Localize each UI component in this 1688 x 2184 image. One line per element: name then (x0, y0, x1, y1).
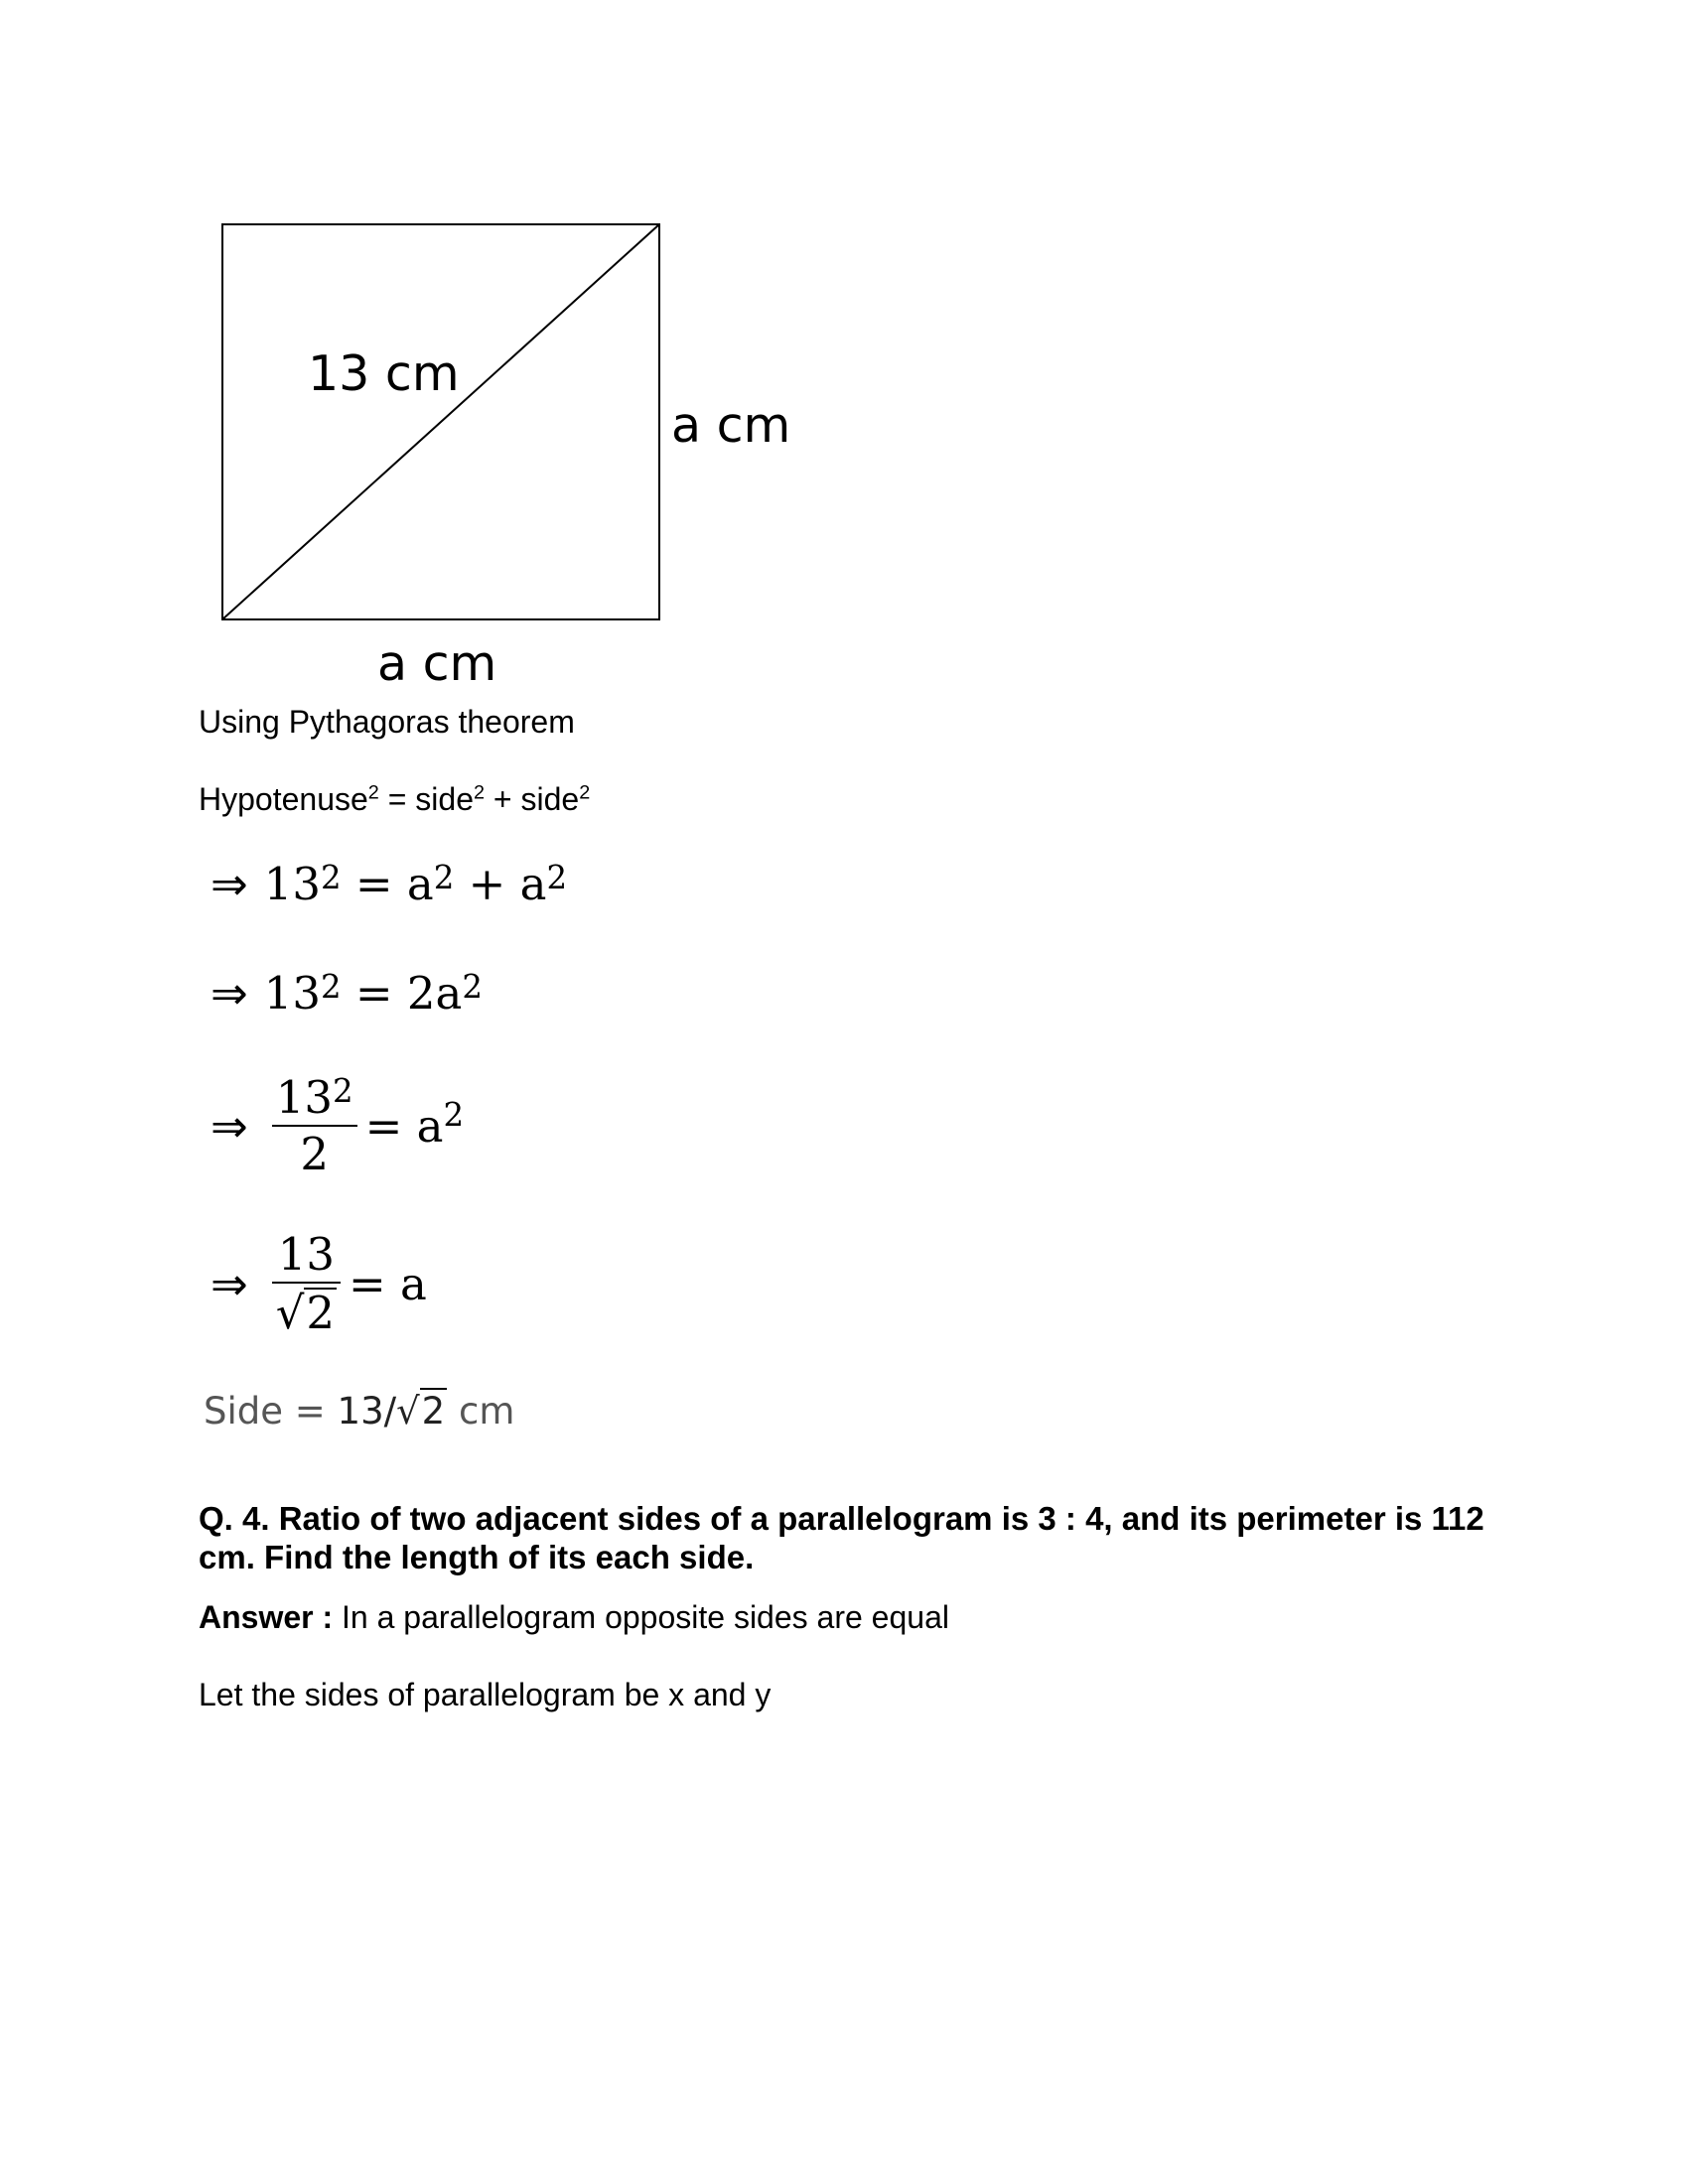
math-line-2 (211, 967, 483, 1020)
fraction (272, 1228, 341, 1340)
right-side-label: a cm (671, 397, 791, 454)
answer-text-1: In a parallelogram opposite sides are equal (342, 1599, 949, 1635)
side-unit: cm (447, 1390, 515, 1433)
side-word-1: side (415, 781, 474, 817)
math-line-1 (211, 858, 568, 910)
plus-sign: + (485, 781, 521, 817)
fraction-bar (272, 1282, 341, 1284)
answer-label: Answer : (199, 1599, 343, 1635)
num-base: 13 (275, 1071, 333, 1124)
bottom-side-label: a cm (377, 635, 497, 692)
denominator: 2 (300, 1128, 329, 1181)
hyp-word: Hypotenuse (199, 781, 368, 817)
math-line-3 (211, 1071, 465, 1181)
answer-line-2: Let the sides of parallelogram be x and y (199, 1677, 772, 1712)
base: 13 (263, 967, 321, 1020)
plus-term: + a (468, 858, 547, 910)
a-exp: 2 (462, 967, 483, 1006)
answer-line-1 (199, 1598, 949, 1636)
rhs: = a (354, 858, 434, 910)
sqrt-symbol: √ (396, 1390, 420, 1433)
implies-arrow: ⇒ (211, 858, 248, 910)
math-line-4 (211, 1228, 427, 1340)
base: 13 (263, 858, 321, 910)
sqrt-symbol: √ (275, 1287, 305, 1340)
hyp-exp: 2 (367, 781, 379, 804)
rhs: = 2a (354, 967, 463, 1020)
diagonal-label: 13 cm (308, 345, 460, 402)
a-exp: 2 (443, 1095, 465, 1134)
numerator (272, 1071, 357, 1124)
a-exp: 2 (433, 858, 455, 896)
rhs: = a (364, 1099, 444, 1153)
num-exp: 2 (332, 1071, 353, 1110)
exp: 2 (320, 858, 342, 896)
eq-sign: = (378, 781, 416, 817)
fraction (272, 1071, 357, 1181)
side-exp-2: 2 (579, 781, 591, 804)
implies-arrow: ⇒ (211, 967, 248, 1020)
side-exp-1: 2 (473, 781, 486, 804)
implies-arrow: ⇒ (211, 1099, 248, 1153)
rhs: = a (349, 1257, 427, 1310)
fraction-bar (272, 1125, 357, 1127)
pythagoras-line: Using Pythagoras theorem (199, 704, 575, 740)
side-sqrt (396, 1388, 447, 1433)
side-label: Side = (204, 1390, 338, 1433)
side-word-2: side (520, 781, 580, 817)
hypotenuse-formula (199, 780, 590, 818)
a2-exp: 2 (546, 858, 568, 896)
radicand: 2 (306, 1287, 336, 1340)
question-4: Q. 4. Ratio of two adjacent sides of a parallelogram is 3 : 4, and its perimeter is 112 cm. Find the length of its each side. (199, 1500, 1484, 1575)
numerator: 13 (277, 1228, 336, 1281)
radicand: 2 (421, 1390, 446, 1433)
square-diagonal (222, 224, 659, 619)
side-value: 13/ (337, 1390, 397, 1433)
exp: 2 (320, 967, 342, 1006)
denominator-sqrt (272, 1287, 341, 1340)
implies-arrow: ⇒ (211, 1257, 248, 1310)
side-result (204, 1388, 514, 1433)
